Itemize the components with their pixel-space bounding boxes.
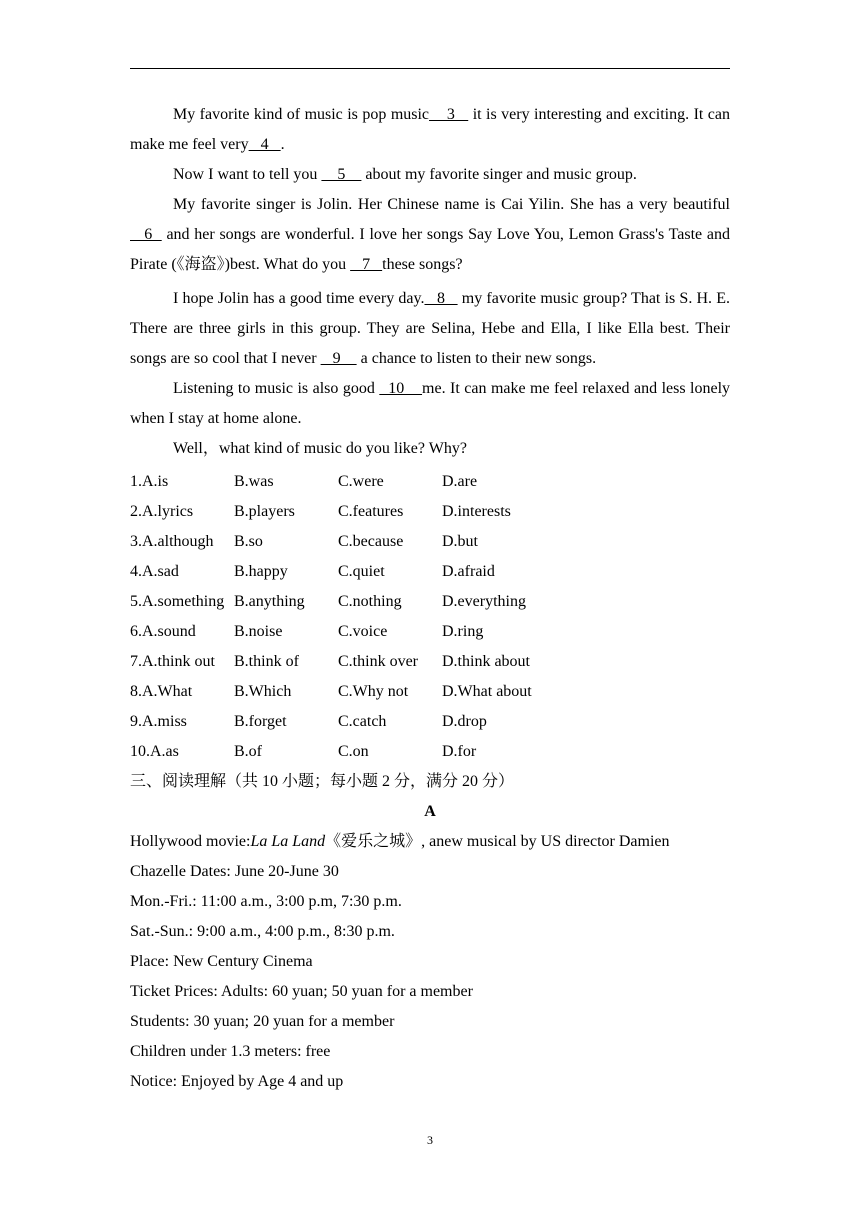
option-d: D.interests: [442, 503, 511, 520]
option-d: D.afraid: [442, 563, 495, 580]
ad-line-weekday: Mon.-Fri.: 11:00 a.m., 3:00 p.m, 7:30 p.m.: [130, 893, 402, 910]
text: a chance to listen to their new songs.: [356, 350, 597, 367]
option-b: B.Which: [234, 683, 292, 700]
option-row: [130, 677, 730, 707]
option-d: D.What about: [442, 683, 532, 700]
page-content: [130, 100, 730, 1097]
option-a: 8.A.What: [130, 683, 193, 700]
section-title: 三、阅读理解（共 10 小题；每小题 2 分，满分 20 分）: [130, 773, 515, 790]
option-d: D.everything: [442, 593, 526, 610]
option-row: [130, 647, 730, 677]
option-c: C.nothing: [338, 593, 402, 610]
text: My favorite singer is Jolin. Her Chinese name is Cai Yilin. She has a very beautiful: [173, 196, 730, 213]
text: about my favorite singer and music group.: [361, 166, 637, 183]
blank-10: 10: [379, 380, 423, 397]
option-a: 1.A.is: [130, 473, 169, 490]
option-b: B.think of: [234, 653, 299, 670]
paragraph-3: [130, 190, 730, 280]
paragraph-6: [130, 434, 730, 464]
text: and her songs are wonderful. I love her songs Say Love You, Lemon Grass's Taste and Pirate (《海盗》)best. What do you: [130, 226, 731, 273]
text: these songs?: [382, 256, 463, 273]
paragraph-5: [130, 374, 730, 434]
option-c: C.think over: [338, 653, 418, 670]
option-d: D.ring: [442, 623, 484, 640]
option-b: B.happy: [234, 563, 288, 580]
option-row: [130, 587, 730, 617]
header-rule: [130, 68, 730, 69]
paragraph-1: [130, 100, 730, 160]
option-a: 6.A.sound: [130, 623, 196, 640]
text: My favorite kind of music is pop music: [173, 106, 430, 123]
option-c: C.because: [338, 533, 404, 550]
option-d: D.are: [442, 473, 478, 490]
text: Listening to music is also good: [173, 380, 380, 397]
text: .: [280, 136, 285, 153]
option-b: B.noise: [234, 623, 283, 640]
text: my favorite music group? That is S. H. E. There are three girls in this group. They are Selina, Hebe and Ella, I like Ella best. Their songs are so cool that I never: [130, 290, 731, 367]
option-c: C.voice: [338, 623, 388, 640]
option-a: 3.A.although: [130, 533, 214, 550]
text: I hope Jolin has a good time every day.: [173, 290, 425, 307]
text: 《爱乐之城》, anew musical by US director Damien: [325, 833, 670, 850]
text: Well，what kind of music do you like? Why?: [173, 440, 467, 457]
option-row: [130, 467, 730, 497]
text: it is very interesting and exciting. It can make me feel very: [130, 106, 731, 153]
option-c: C.were: [338, 473, 384, 490]
option-b: B.players: [234, 503, 295, 520]
blank-5: 5: [321, 166, 362, 183]
option-c: C.Why not: [338, 683, 409, 700]
option-row: [130, 737, 730, 767]
ad-line-prices: Ticket Prices: Adults: 60 yuan; 50 yuan for a member: [130, 983, 473, 1000]
blank-4: 4: [248, 136, 281, 153]
option-a: 7.A.think out: [130, 653, 215, 670]
option-c: C.features: [338, 503, 404, 520]
option-b: B.was: [234, 473, 274, 490]
ad-line-place: Place: New Century Cinema: [130, 953, 313, 970]
blank-3: 3: [429, 106, 469, 123]
option-d: D.think about: [442, 653, 530, 670]
option-d: D.for: [442, 743, 477, 760]
movie-title: La La Land: [250, 833, 326, 850]
options-list: [130, 467, 730, 767]
option-row: [130, 527, 730, 557]
option-a: 5.A.something: [130, 593, 225, 610]
page-number: 3: [427, 1133, 433, 1147]
blank-7: 7: [350, 256, 383, 273]
option-c: C.on: [338, 743, 369, 760]
ad-line-movie: [130, 827, 730, 857]
paragraph-4: [130, 284, 730, 374]
paragraph-2: [130, 160, 730, 190]
option-row: [130, 707, 730, 737]
option-b: B.of: [234, 743, 262, 760]
option-a: 2.A.lyrics: [130, 503, 194, 520]
option-c: C.quiet: [338, 563, 385, 580]
ad-line-dates: Chazelle Dates: June 20-June 30: [130, 863, 339, 880]
blank-8: 8: [424, 290, 458, 307]
option-a: 10.A.as: [130, 743, 179, 760]
option-b: B.forget: [234, 713, 287, 730]
ad-line-students: Students: 30 yuan; 20 yuan for a member: [130, 1013, 395, 1030]
ad-line-notice: Notice: Enjoyed by Age 4 and up: [130, 1073, 344, 1090]
text: me. It can make me feel relaxed and less lonely when I stay at home alone.: [130, 380, 731, 427]
blank-6: 6: [130, 226, 162, 243]
ad-line-weekend: Sat.-Sun.: 9:00 a.m., 4:00 p.m., 8:30 p.m.: [130, 923, 395, 940]
ad-line-children: Children under 1.3 meters: free: [130, 1043, 331, 1060]
option-d: D.but: [442, 533, 478, 550]
option-row: [130, 557, 730, 587]
option-b: B.anything: [234, 593, 305, 610]
option-b: B.so: [234, 533, 263, 550]
blank-9: 9: [320, 350, 357, 367]
text: Now I want to tell you: [173, 166, 322, 183]
passage-label: A: [424, 803, 436, 820]
option-row: [130, 617, 730, 647]
option-d: D.drop: [442, 713, 487, 730]
option-a: 4.A.sad: [130, 563, 179, 580]
text: Hollywood movie:: [130, 833, 251, 850]
option-c: C.catch: [338, 713, 387, 730]
option-a: 9.A.miss: [130, 713, 187, 730]
option-row: [130, 497, 730, 527]
